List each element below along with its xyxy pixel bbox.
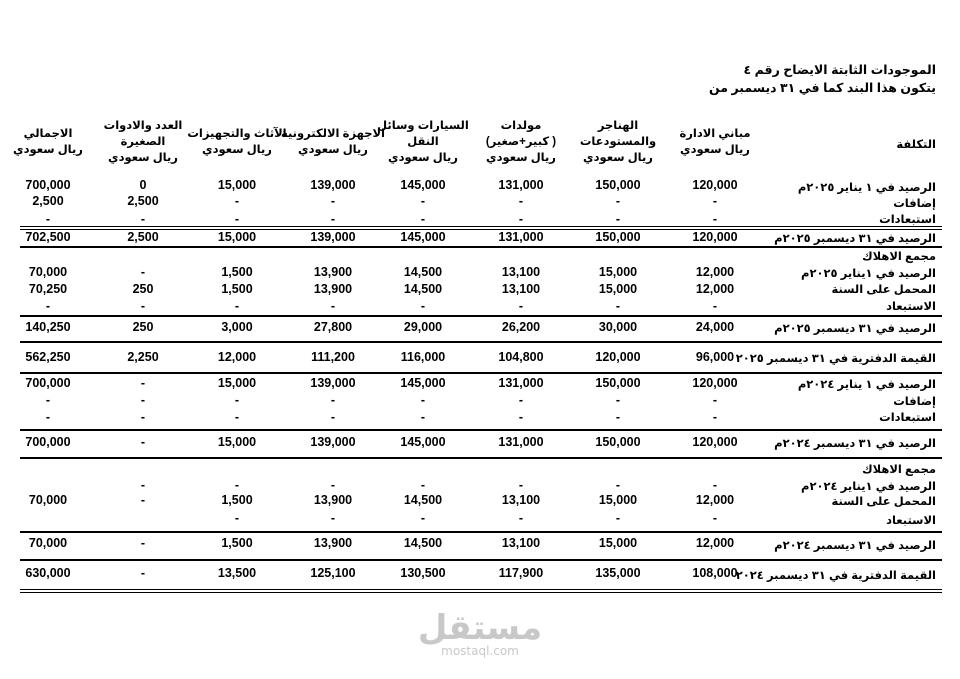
- header-line2: ( كبير+صغير): [485, 136, 557, 148]
- cell-admin-buildings: -: [712, 511, 718, 525]
- cell-electronics: 139,000: [310, 435, 356, 449]
- cell-electronics: -: [330, 410, 336, 424]
- row-label: مجمع الاهلاك: [862, 464, 936, 476]
- cell-small-tools: -: [140, 212, 146, 226]
- row-label: الرصيد في ٣١ ديسمبر ٢٠٢٤م: [774, 540, 936, 552]
- cell-furniture: -: [234, 212, 240, 226]
- cell-admin-buildings: 12,000: [695, 536, 735, 550]
- cell-small-tools: 250: [132, 320, 154, 334]
- cell-electronics: 13,900: [313, 282, 353, 296]
- cell-generators: -: [518, 410, 524, 424]
- cell-vehicles: 145,000: [400, 178, 446, 192]
- header-unit: ريال سعودي: [680, 144, 750, 156]
- cell-admin-buildings: 120,000: [692, 376, 738, 390]
- rule-line: [20, 341, 942, 343]
- watermark-logo-text: مستقل: [417, 608, 543, 648]
- mostaql-watermark: [405, 608, 555, 658]
- row-label: القيمة الدفترية في ٣١ ديسمبر ٢٠٢٥: [735, 353, 936, 365]
- cell-total: 700,000: [25, 435, 71, 449]
- cell-furniture: -: [234, 299, 240, 313]
- cell-electronics: -: [330, 393, 336, 407]
- header-hangars-warehouses: [563, 118, 673, 166]
- cell-admin-buildings: 24,000: [695, 320, 735, 334]
- double-rule-line: [20, 226, 942, 230]
- cell-vehicles: 145,000: [400, 435, 446, 449]
- cell-admin-buildings: 120,000: [692, 435, 738, 449]
- cell-admin-buildings: 120,000: [692, 230, 738, 244]
- cell-vehicles: 29,000: [403, 320, 443, 334]
- cell-generators: -: [518, 212, 524, 226]
- header-unit: ريال سعودي: [13, 144, 83, 156]
- cell-vehicles: -: [420, 194, 426, 208]
- cell-furniture: 15,000: [217, 376, 257, 390]
- row-label: استبعادات: [879, 214, 936, 226]
- cell-generators: 13,100: [501, 493, 541, 507]
- cell-total: 70,250: [28, 282, 68, 296]
- cell-vehicles: 130,500: [400, 566, 446, 580]
- row-label: الرصيد في ١ يناير ٢٠٢٤م: [797, 379, 936, 391]
- cell-generators: 13,100: [501, 265, 541, 279]
- header-label-column: التكلفة: [896, 139, 936, 151]
- cell-generators: 117,900: [498, 566, 544, 580]
- cell-admin-buildings: -: [712, 393, 718, 407]
- rule-line: [20, 246, 942, 248]
- cell-vehicles: 145,000: [400, 230, 446, 244]
- cell-generators: 131,000: [498, 435, 544, 449]
- document-title: الموجودات الثابتة الايضاح رقم ٤: [743, 63, 936, 77]
- cell-admin-buildings: 12,000: [695, 493, 735, 507]
- rule-line: [20, 559, 942, 561]
- cell-vehicles: -: [420, 299, 426, 313]
- cell-generators: -: [518, 478, 524, 492]
- cell-small-tools: -: [140, 410, 146, 424]
- row-label: المحمل على السنة: [831, 496, 936, 508]
- cell-hangars-warehouses: 135,000: [595, 566, 641, 580]
- rule-line: [20, 429, 942, 431]
- cell-electronics: -: [330, 299, 336, 313]
- row-label: استبعادات: [879, 412, 936, 424]
- cell-furniture: 12,000: [217, 350, 257, 364]
- cell-small-tools: -: [140, 478, 146, 492]
- rule-line: [20, 457, 942, 459]
- cell-admin-buildings: 96,000: [695, 350, 735, 364]
- header-unit: ريال سعودي: [202, 144, 272, 156]
- cell-hangars-warehouses: -: [615, 194, 621, 208]
- header-unit: ريال سعودي: [583, 152, 653, 164]
- cell-generators: -: [518, 299, 524, 313]
- cell-electronics: -: [330, 478, 336, 492]
- row-label: إضافات: [893, 198, 936, 210]
- header-line1: الآثاث والتجهيزات: [187, 128, 287, 140]
- cell-total: 140,250: [25, 320, 71, 334]
- cell-electronics: -: [330, 511, 336, 525]
- cell-admin-buildings: 12,000: [695, 265, 735, 279]
- cell-generators: 26,200: [501, 320, 541, 334]
- row-label: الرصيد في ١يناير ٢٠٢٤م: [801, 481, 936, 493]
- cell-furniture: 1,500: [221, 536, 253, 550]
- cell-admin-buildings: 12,000: [695, 282, 735, 296]
- cell-generators: -: [518, 393, 524, 407]
- row-label: الاستبعاد: [886, 515, 936, 527]
- cell-hangars-warehouses: 15,000: [598, 282, 638, 296]
- cell-small-tools: -: [140, 265, 146, 279]
- header-line2: النقل: [407, 136, 439, 148]
- cell-admin-buildings: -: [712, 410, 718, 424]
- cell-total: 2,500: [32, 194, 64, 208]
- rule-line: [20, 372, 942, 374]
- cell-small-tools: 0: [139, 178, 147, 192]
- watermark-url: mostaql.com: [441, 644, 519, 658]
- header-line1: السيارات وسائل: [377, 120, 469, 132]
- header-furniture: [182, 126, 292, 158]
- cell-furniture: 15,000: [217, 230, 257, 244]
- double-rule-line: [20, 589, 942, 593]
- cell-electronics: 13,900: [313, 265, 353, 279]
- row-label: الرصيد في ٣١ ديسمبر ٢٠٢٤م: [774, 438, 936, 450]
- row-label: الرصيد في ١يناير ٢٠٢٥م: [801, 268, 936, 280]
- cell-hangars-warehouses: 150,000: [595, 376, 641, 390]
- cell-electronics: 139,000: [310, 178, 356, 192]
- row-label: المحمل على السنة: [831, 284, 936, 296]
- cell-furniture: 1,500: [221, 493, 253, 507]
- cell-vehicles: 14,500: [403, 536, 443, 550]
- cell-hangars-warehouses: -: [615, 212, 621, 226]
- cell-total: 70,000: [28, 536, 68, 550]
- header-line1: الهناجر: [597, 120, 639, 132]
- row-label: إضافات: [893, 396, 936, 408]
- cell-hangars-warehouses: -: [615, 478, 621, 492]
- cell-vehicles: -: [420, 511, 426, 525]
- cell-vehicles: -: [420, 478, 426, 492]
- cell-vehicles: -: [420, 393, 426, 407]
- cell-hangars-warehouses: -: [615, 393, 621, 407]
- cell-furniture: -: [234, 410, 240, 424]
- cell-generators: 131,000: [498, 376, 544, 390]
- cell-vehicles: 116,000: [400, 350, 446, 364]
- cell-small-tools: 250: [132, 282, 154, 296]
- cell-total: -: [45, 393, 51, 407]
- header-small-tools: [88, 118, 198, 166]
- header-line2: الصغيرة: [120, 136, 166, 148]
- row-label: الاستبعاد: [886, 301, 936, 313]
- header-line2: والمستودعات: [579, 136, 657, 148]
- cell-generators: 131,000: [498, 230, 544, 244]
- row-label: الرصيد في ٣١ ديسمبر ٢٠٢٥م: [774, 233, 936, 245]
- cell-furniture: 1,500: [221, 282, 253, 296]
- header-line1: مباني الادارة: [679, 128, 751, 140]
- rule-line: [20, 315, 942, 317]
- row-label: الرصيد في ٣١ ديسمبر ٢٠٢٥م: [774, 323, 936, 335]
- cell-hangars-warehouses: 30,000: [598, 320, 638, 334]
- cell-furniture: 15,000: [217, 435, 257, 449]
- cell-vehicles: 14,500: [403, 282, 443, 296]
- cell-admin-buildings: 120,000: [692, 178, 738, 192]
- cell-vehicles: 14,500: [403, 493, 443, 507]
- cell-hangars-warehouses: 120,000: [595, 350, 641, 364]
- cell-generators: 104,800: [498, 350, 544, 364]
- cell-hangars-warehouses: -: [615, 511, 621, 525]
- cell-total: -: [45, 212, 51, 226]
- cell-hangars-warehouses: 150,000: [595, 435, 641, 449]
- cell-furniture: -: [234, 194, 240, 208]
- cell-electronics: 13,900: [313, 536, 353, 550]
- cell-hangars-warehouses: 15,000: [598, 536, 638, 550]
- header-line1: الاجهزة الالكترونية: [280, 128, 386, 140]
- header-line1: الاجمالي: [23, 128, 73, 140]
- cell-small-tools: -: [140, 393, 146, 407]
- cell-generators: -: [518, 194, 524, 208]
- cell-admin-buildings: -: [712, 212, 718, 226]
- row-label: القيمة الدفترية في ٣١ ديسمبر ٢٠٢٤: [735, 570, 936, 582]
- header-unit: ريال سعودي: [108, 152, 178, 164]
- cell-admin-buildings: -: [712, 478, 718, 492]
- header-line1: مولدات: [500, 120, 542, 132]
- cell-total: 562,250: [25, 350, 71, 364]
- cell-vehicles: -: [420, 212, 426, 226]
- cell-generators: 131,000: [498, 178, 544, 192]
- cell-electronics: 139,000: [310, 230, 356, 244]
- rule-line: [20, 531, 942, 533]
- cell-hangars-warehouses: 15,000: [598, 265, 638, 279]
- cell-small-tools: -: [140, 435, 146, 449]
- cell-total: 700,000: [25, 376, 71, 390]
- header-unit: ريال سعودي: [298, 144, 368, 156]
- cell-vehicles: -: [420, 410, 426, 424]
- header-generators: [466, 118, 576, 166]
- header-total: [0, 126, 103, 158]
- cell-hangars-warehouses: 150,000: [595, 230, 641, 244]
- cell-hangars-warehouses: -: [615, 299, 621, 313]
- cell-total: 630,000: [25, 566, 71, 580]
- cell-total: 70,000: [28, 493, 68, 507]
- cell-electronics: -: [330, 194, 336, 208]
- cell-furniture: -: [234, 393, 240, 407]
- cell-admin-buildings: 108,000: [692, 566, 738, 580]
- cell-generators: 13,100: [501, 536, 541, 550]
- cell-admin-buildings: -: [712, 194, 718, 208]
- cell-electronics: -: [330, 212, 336, 226]
- cell-vehicles: 14,500: [403, 265, 443, 279]
- cell-vehicles: 145,000: [400, 376, 446, 390]
- cell-small-tools: -: [140, 376, 146, 390]
- cell-small-tools: -: [140, 299, 146, 313]
- cell-small-tools: 2,250: [127, 350, 159, 364]
- cell-small-tools: 2,500: [127, 230, 159, 244]
- header-admin-buildings: [660, 126, 770, 158]
- cell-electronics: 27,800: [313, 320, 353, 334]
- row-label: الرصيد في ١ يناير ٢٠٢٥م: [797, 182, 936, 194]
- cell-electronics: 111,200: [311, 350, 355, 364]
- cell-furniture: 3,000: [221, 320, 253, 334]
- cell-hangars-warehouses: -: [615, 410, 621, 424]
- cell-electronics: 13,900: [313, 493, 353, 507]
- cell-furniture: -: [234, 478, 240, 492]
- cell-total: -: [45, 410, 51, 424]
- row-label: مجمع الاهلاك: [862, 251, 936, 263]
- cell-electronics: 125,100: [310, 566, 356, 580]
- cell-small-tools: -: [140, 536, 146, 550]
- header-line1: العدد والادوات: [103, 120, 183, 132]
- document-subtitle: يتكون هذا البند كما في ٣١ ديسمبر من: [709, 81, 936, 95]
- cell-hangars-warehouses: 15,000: [598, 493, 638, 507]
- cell-hangars-warehouses: 150,000: [595, 178, 641, 192]
- cell-small-tools: -: [140, 493, 146, 507]
- cell-total: 700,000: [25, 178, 71, 192]
- cell-electronics: 139,000: [310, 376, 356, 390]
- cell-small-tools: -: [140, 566, 146, 580]
- cell-total: 70,000: [28, 265, 68, 279]
- cell-total: -: [45, 299, 51, 313]
- cell-generators: 13,100: [501, 282, 541, 296]
- cell-furniture: 1,500: [221, 265, 253, 279]
- cell-furniture: -: [234, 511, 240, 525]
- cell-small-tools: 2,500: [127, 194, 159, 208]
- header-electronics: [278, 126, 388, 158]
- cell-furniture: 15,000: [217, 178, 257, 192]
- header-unit: ريال سعودي: [486, 152, 556, 164]
- cell-total: 702,500: [25, 230, 71, 244]
- cell-generators: -: [518, 511, 524, 525]
- header-unit: ريال سعودي: [388, 152, 458, 164]
- cell-furniture: 13,500: [217, 566, 257, 580]
- cell-admin-buildings: -: [712, 299, 718, 313]
